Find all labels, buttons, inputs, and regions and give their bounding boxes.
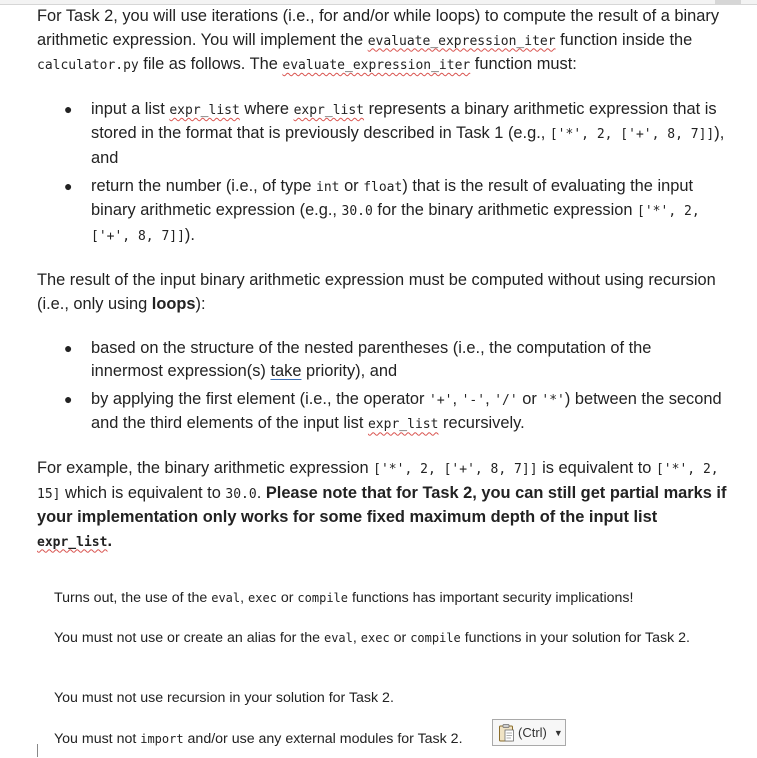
code-exec: exec bbox=[248, 591, 277, 605]
example-result: 30.0 bbox=[225, 486, 257, 502]
partial-marks-note: Please note that for Task 2, you can still get partial marks if your implementation only works for some fixed maximum depth of the input list bbox=[37, 483, 727, 527]
alias-rule-note bbox=[54, 628, 722, 648]
text: Turns out, the use of the bbox=[54, 590, 212, 606]
text: ) that is the result of evaluating the input binary arithmetic expression (e.g., bbox=[91, 176, 693, 220]
bold-loops: loops bbox=[151, 294, 196, 313]
variable-expr-list: expr_list bbox=[293, 102, 365, 118]
example-expression: ['*', 2, ['+', 8, 7]] bbox=[373, 461, 538, 477]
type-int: int bbox=[316, 179, 340, 195]
type-float: float bbox=[363, 179, 403, 195]
text: function must: bbox=[470, 55, 577, 74]
text: file as follows. The bbox=[138, 55, 283, 74]
text: represents a binary arithmetic expression that is stored in the format that is previously described in Task 1 (e.g., bbox=[91, 99, 717, 143]
paragraph-intro bbox=[37, 5, 727, 78]
text: or bbox=[517, 389, 542, 408]
bullet-icon: ● bbox=[64, 100, 73, 117]
list-item bbox=[37, 98, 727, 171]
file-name: calculator.py bbox=[37, 58, 139, 74]
text: based on the structure of the nested parentheses (i.e., the computation of the innermost expression(s) bbox=[91, 338, 652, 381]
text: The result of the input binary arithmetic expression must be computed without using recursion (i.e., only using bbox=[37, 271, 716, 313]
variable-expr-list: expr_list bbox=[367, 417, 439, 433]
requirements-list bbox=[37, 98, 727, 249]
code-exec: exec bbox=[360, 631, 390, 645]
list-item bbox=[37, 388, 727, 437]
text: or bbox=[339, 176, 364, 195]
code-eval: eval bbox=[323, 631, 353, 645]
example-result: 30.0 bbox=[341, 204, 373, 220]
text: , bbox=[485, 389, 495, 408]
paragraph-example bbox=[37, 457, 727, 554]
function-name-evaluate-expression-iter: evaluate_expression_iter bbox=[282, 58, 471, 74]
text: which is equivalent to bbox=[60, 483, 226, 502]
example-expression: ['*', 2, ['+', 8, 7]] bbox=[91, 204, 700, 244]
bullet-icon: ● bbox=[64, 339, 73, 356]
bullet-icon: ● bbox=[64, 177, 73, 194]
security-note bbox=[54, 588, 722, 608]
text: You must not use or create an alias for the bbox=[54, 630, 324, 646]
list-item bbox=[37, 337, 727, 384]
text: For example, the binary arithmetic expression bbox=[37, 458, 374, 477]
text: , bbox=[352, 630, 361, 646]
text: by applying the first element (i.e., the operator bbox=[91, 389, 430, 408]
text: , bbox=[240, 590, 249, 606]
text: ) between the second and the third elements of the input list bbox=[91, 389, 722, 433]
ruler-notch bbox=[715, 0, 741, 4]
function-name-evaluate-expression-iter: evaluate_expression_iter bbox=[367, 33, 556, 49]
text: or bbox=[389, 630, 411, 646]
text: You must not use recursion in your solution for Task 2. bbox=[54, 690, 394, 706]
text: input a list bbox=[91, 99, 170, 118]
text: ). bbox=[184, 225, 195, 244]
list-item bbox=[37, 175, 727, 249]
paragraph-recursion bbox=[37, 269, 727, 316]
text: is equivalent to bbox=[537, 458, 656, 477]
import-rule-note bbox=[54, 729, 722, 749]
text: return the number (i.e., of type bbox=[91, 176, 317, 195]
chevron-down-icon: ▼ bbox=[553, 727, 563, 738]
text: . bbox=[256, 483, 266, 502]
variable-expr-list: expr_list bbox=[169, 102, 240, 118]
recursion-rule-note bbox=[54, 688, 722, 708]
bullet-icon: ● bbox=[64, 390, 73, 407]
text: recursively. bbox=[438, 414, 525, 433]
example-expression-reduced: ['*', 2, 15] bbox=[37, 461, 719, 502]
code-compile: compile bbox=[410, 631, 461, 645]
text: for the binary arithmetic expression bbox=[372, 201, 638, 220]
text: , bbox=[452, 389, 462, 408]
text: function inside the bbox=[555, 30, 693, 49]
text: or bbox=[276, 590, 298, 606]
example-expression: ['*', 2, ['+', 8, 7]] bbox=[549, 127, 715, 143]
text: priority), and bbox=[301, 362, 398, 381]
text: functions in your solution for Task 2. bbox=[460, 630, 690, 646]
text: ), and bbox=[91, 124, 725, 167]
code-compile: compile bbox=[297, 591, 348, 605]
text: and/or use any external modules for Task 2. bbox=[183, 731, 463, 747]
paste-options-button[interactable] bbox=[492, 719, 566, 746]
code-import: import bbox=[140, 732, 184, 746]
paste-options-label: (Ctrl) bbox=[518, 725, 547, 740]
code-eval: eval bbox=[211, 591, 241, 605]
text-cursor bbox=[37, 744, 38, 757]
text: . bbox=[107, 531, 113, 550]
document-body[interactable] bbox=[37, 5, 727, 554]
text: ): bbox=[195, 294, 206, 313]
operator-plus: '+' bbox=[429, 392, 453, 408]
text: where bbox=[239, 99, 294, 118]
text: You must not bbox=[54, 731, 141, 747]
variable-expr-list: expr_list bbox=[37, 534, 108, 550]
operator-multiply: '*' bbox=[541, 392, 565, 408]
clipboard-icon bbox=[498, 723, 515, 742]
text: functions has important security implications! bbox=[348, 590, 634, 606]
grammar-flag-take: take bbox=[270, 362, 302, 381]
operator-divide: '/' bbox=[494, 392, 518, 408]
operator-minus: '-' bbox=[461, 392, 486, 408]
text: For Task 2, you will use iterations (i.e., for and/or while loops) to compute the result of a binary arithmetic expression. You will implement the bbox=[37, 7, 720, 49]
computation-list bbox=[37, 337, 727, 437]
